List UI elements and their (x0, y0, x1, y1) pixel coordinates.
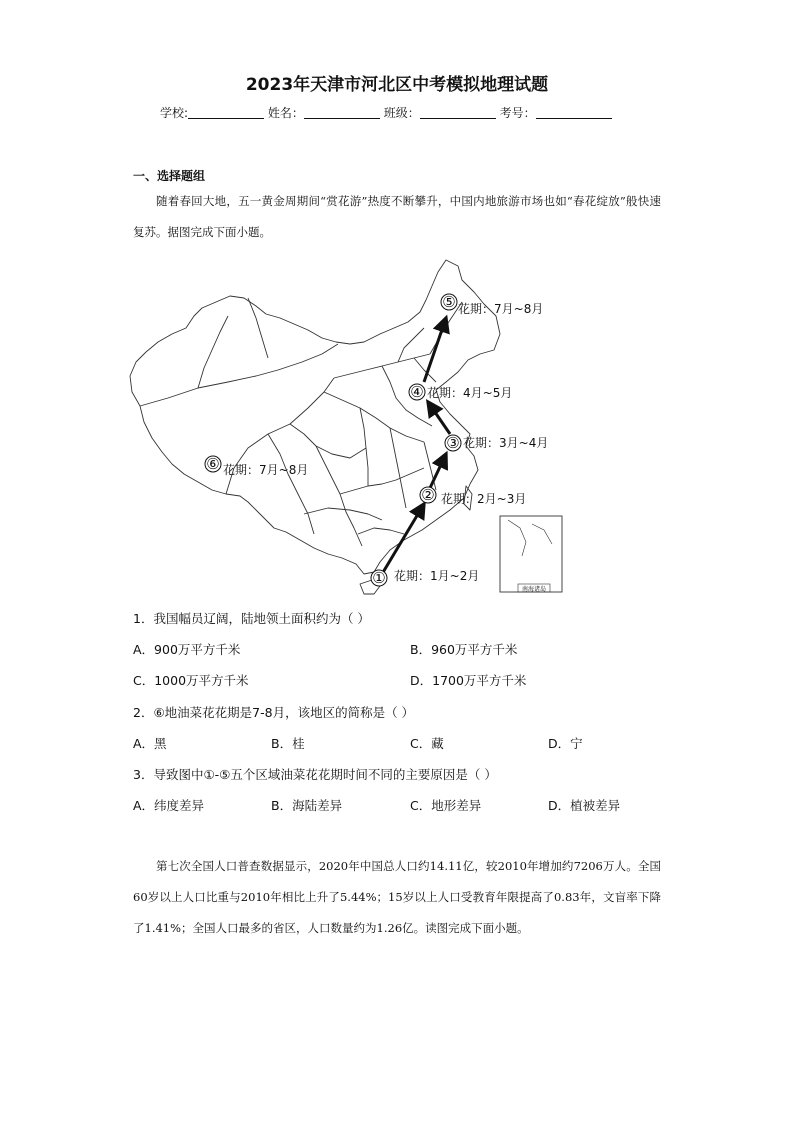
question-2-option-d[interactable]: D．宁 (548, 736, 583, 751)
circled-number: ⑤ (442, 293, 456, 311)
map-label-5 (441, 293, 543, 316)
circled-number: ③ (446, 434, 460, 452)
flowering-period-label: 花期：3月~4月 (463, 436, 549, 450)
page-title: 2023年天津市河北区中考模拟地理试题 (245, 75, 549, 95)
question-2-option-b[interactable]: B．桂 (271, 736, 305, 751)
question-3-option-d[interactable]: D．植被差异 (548, 798, 621, 813)
question-2-stem: 2．⑥地油菜花花期是7-8月，该地区的简称是（ ） (133, 705, 415, 720)
question-2-option-a[interactable]: A．黑 (133, 736, 167, 751)
circled-number: ② (421, 486, 435, 504)
school-label: 学校: (160, 106, 189, 120)
population-intro-paragraph: 第七次全国人口普查数据显示，2020年中国总人口约14.11亿，较2010年增加约7206万人。全国60岁以上人口比重与2010年相比上升了5.44%；15岁以上人口受教育年限提高了0.83年，文盲率下降了1.41%；全国人口最多的省区，人口数量约为1.26亿。读图完成下面小题。 (133, 859, 661, 935)
question-3-option-a[interactable]: A．纬度差异 (133, 798, 205, 813)
arrow-1-to-2 (382, 504, 424, 574)
question-3-option-c[interactable]: C．地形差异 (410, 798, 482, 813)
section-heading: 一、选择题组 (133, 169, 206, 183)
question-1-option-b[interactable]: B．960万平方千米 (410, 642, 518, 657)
map-label-6 (205, 455, 308, 477)
class-blank[interactable] (420, 106, 496, 119)
map-label-1 (371, 568, 479, 587)
migration-arrows (382, 318, 450, 574)
flowering-period-label: 花期：7月~8月 (223, 463, 309, 477)
arrow-3-to-4 (428, 402, 450, 434)
inset-label: 南海诸岛 (521, 586, 547, 593)
china-rapeseed-flower-map (128, 258, 568, 598)
exam-number-blank[interactable] (536, 106, 612, 119)
arrow-2-to-3 (430, 454, 446, 488)
map-label-3 (445, 434, 548, 452)
name-label: 姓名： (267, 106, 304, 120)
question-3-stem: 3．导致图中①-⑤五个区域油菜花花期时间不同的主要原因是（ ） (133, 767, 497, 782)
question-1-stem: 1．我国幅员辽阔，陆地领土面积约为（ ） (133, 611, 370, 626)
map-label-4 (409, 383, 512, 401)
question-3-option-b[interactable]: B．海陆差异 (271, 798, 343, 813)
arrow-4-to-5 (424, 318, 446, 382)
flowering-period-label: 花期：2月~3月 (441, 492, 527, 506)
student-info-line (160, 104, 612, 121)
flowering-period-label: 花期：4月~5月 (427, 386, 513, 400)
question-1-option-c[interactable]: C．1000万平方千米 (133, 673, 249, 688)
circled-number: ⑥ (206, 455, 220, 473)
south-china-sea-inset (500, 516, 562, 592)
name-blank[interactable] (304, 106, 380, 119)
section-intro-paragraph: 随着春回大地，五一黄金周期间“赏花游”热度不断攀升，中国内地旅游市场也如“春花绽放”般快速复苏。据图完成下面小题。 (133, 194, 661, 239)
circled-number: ① (372, 569, 386, 587)
circled-number: ④ (410, 383, 424, 401)
school-blank[interactable] (188, 106, 264, 119)
flowering-period-label: 花期：1月~2月 (394, 569, 480, 583)
question-1-option-d[interactable]: D．1700万平方千米 (410, 673, 527, 688)
exam-number-label: 考号： (499, 106, 536, 120)
class-label: 班级： (383, 106, 420, 120)
question-1-option-a[interactable]: A．900万平方千米 (133, 642, 241, 657)
question-2-option-c[interactable]: C．藏 (410, 736, 444, 751)
flowering-period-label: 花期：7月~8月 (458, 302, 544, 316)
